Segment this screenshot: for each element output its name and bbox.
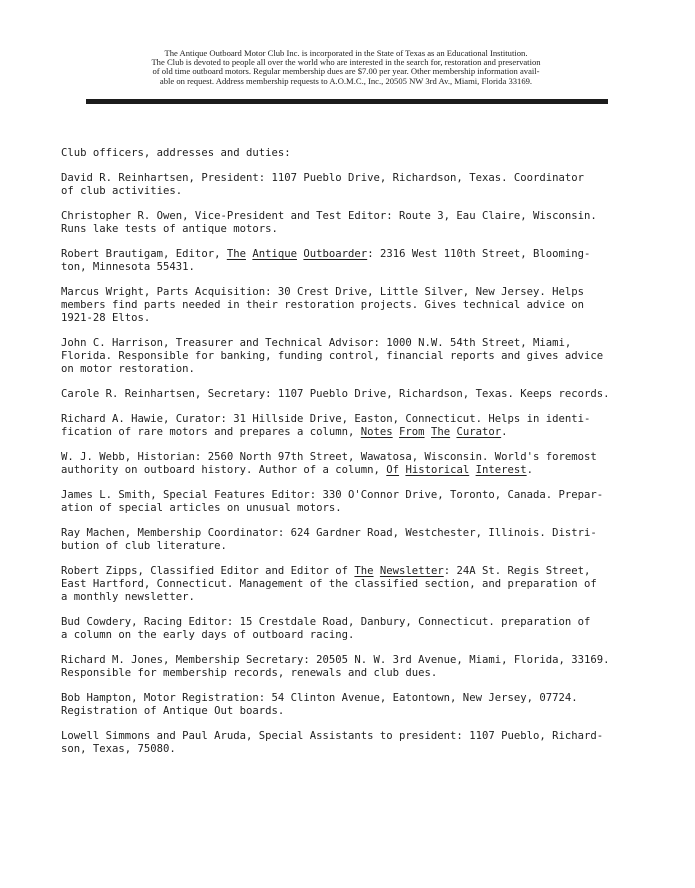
entry-line: James L. Smith, Special Features Editor: 330 O'Connor Drive, Toronto, Canada. Prepar- (61, 489, 604, 501)
officer-entry-parts-acquisition (61, 286, 641, 325)
publication-title-word: Newsletter (379, 565, 444, 577)
officer-entry-classified-editor (61, 565, 641, 604)
entry-text: Robert Zipps, Classified Editor and Editor of (61, 565, 355, 577)
entry-line: Lowell Simmons and Paul Aruda, Special Assistants to president: 1107 Pueblo, Richard- (61, 730, 604, 742)
column-title-word: Of (386, 464, 400, 476)
header-line: able on request. Address membership requests to A.O.M.C., Inc., 20505 NW 3rd Av., Miami, Florida 33169. (159, 75, 533, 86)
entry-line (61, 464, 641, 477)
entry-line: W. J. Webb, Historian: 2560 North 97th Street, Wawatosa, Wisconsin. World's foremost (61, 451, 597, 463)
entry-line: bution of club literature. (61, 540, 227, 552)
entry-text: fication of rare motors and prepares a column, (61, 426, 361, 438)
column-title-word: Notes (360, 426, 393, 438)
entry-line: of club activities. (61, 185, 183, 197)
entry-line: members find parts needed in their restoration projects. Gives technical advice on (61, 299, 584, 311)
officer-entry-secretary (61, 388, 641, 401)
officer-directory (61, 147, 641, 768)
entry-line (61, 248, 641, 261)
column-title-word: Interest (475, 464, 527, 476)
entry-line: Ray Machen, Membership Coordinator: 624 Gardner Road, Westchester, Illinois. Distri- (61, 527, 597, 539)
entry-line: John C. Harrison, Treasurer and Technical Advisor: 1000 N.W. 54th Street, Miami, (61, 337, 572, 349)
entry-line (61, 565, 641, 578)
entry-text: . (501, 426, 508, 438)
publication-title-word: The (226, 248, 246, 260)
column-title-word: The (430, 426, 451, 438)
column-title-word: Curator (456, 426, 502, 438)
entry-line: Marcus Wright, Parts Acquisition: 30 Crest Drive, Little Silver, New Jersey. Helps (61, 286, 584, 298)
publication-title-word: Antique (252, 248, 298, 260)
entry-line: Registration of Antique Out boards. (61, 705, 285, 717)
entry-text: . (526, 464, 534, 476)
entry-line: East Hartford, Connecticut. Management of the classified section, and preparation of (61, 578, 597, 590)
intro-line: Club officers, addresses and duties: (61, 147, 291, 159)
entry-line: a monthly newsletter. (61, 591, 195, 603)
entry-line: ation of special articles on unusual motors. (61, 502, 342, 514)
officer-entry-membership-secretary (61, 654, 641, 680)
officer-entry-racing-editor (61, 616, 641, 642)
entry-line: Bud Cowdery, Racing Editor: 15 Crestdale Road, Danbury, Connecticut. preparation of (61, 616, 591, 628)
column-title-word: From (399, 426, 425, 438)
entry-line: a column on the early days of outboard racing. (61, 629, 355, 641)
entry-text: : 24A St. Regis Street, (443, 565, 591, 577)
officer-entry-editor (61, 248, 641, 274)
entry-line: Christopher R. Owen, Vice-President and Test Editor: Route 3, Eau Claire, Wisconsin. (61, 210, 597, 222)
entry-line: Richard M. Jones, Membership Secretary: 20505 N. W. 3rd Avenue, Miami, Florida, 33169. (61, 654, 610, 666)
header-line: The Antique Outboard Motor Club Inc. is incorporated in the State of Texas as an Educational Institution. (164, 48, 528, 58)
header-line: of old time outboard motors. Regular membership dues are $7.00 per year. Other membership information avail- (152, 66, 540, 77)
publication-title-word: The (354, 565, 374, 577)
entry-line: Runs lake tests of antique motors. (61, 223, 278, 235)
officer-entry-president (61, 172, 641, 198)
entry-line: Bob Hampton, Motor Registration: 54 Clinton Avenue, Eatontown, New Jersey, 07724. (61, 692, 578, 704)
officer-entry-curator (61, 413, 641, 439)
entry-line (61, 426, 641, 439)
entry-line: Carole R. Reinhartsen, Secretary: 1107 Pueblo Drive, Richardson, Texas. Keeps records. (61, 388, 610, 400)
entry-text: authority on outboard history. Author of a column, (61, 464, 387, 476)
entry-text: : 2316 West 110th Street, Blooming- (367, 248, 591, 260)
officer-entry-vice-president (61, 210, 641, 236)
header-line: The Club is devoted to people all over the world who are interested in the search for, restoration and preservation (151, 57, 541, 68)
publication-title-word: Outboarder (303, 248, 368, 260)
officer-entry-special-features-editor (61, 489, 641, 515)
entry-line: ton, Minnesota 55431. (61, 261, 195, 273)
entry-line: Richard A. Hawie, Curator: 31 Hillside Drive, Easton, Connecticut. Helps in identi- (61, 413, 591, 425)
entry-line: son, Texas, 75080. (61, 743, 176, 755)
entry-line: on motor restoration. (61, 363, 195, 375)
officer-entry-motor-registration (61, 692, 641, 718)
entry-line: 1921-28 Eltos. (61, 312, 151, 324)
officer-entry-special-assistants (61, 730, 641, 756)
column-title-word: Historical (405, 464, 470, 476)
entry-text: Robert Brautigam, Editor, (61, 248, 227, 260)
header-divider-rule (86, 99, 608, 104)
entry-line: Responsible for membership records, renewals and club dues. (61, 667, 438, 679)
officer-entry-treasurer (61, 337, 641, 376)
club-header-notice (88, 49, 604, 86)
officer-entry-historian (61, 451, 641, 477)
entry-line: Florida. Responsible for banking, funding control, financial reports and gives advice (61, 350, 604, 362)
entry-line: David R. Reinhartsen, President: 1107 Pueblo Drive, Richardson, Texas. Coordinator (61, 172, 584, 184)
officer-entry-membership-coordinator (61, 527, 641, 553)
